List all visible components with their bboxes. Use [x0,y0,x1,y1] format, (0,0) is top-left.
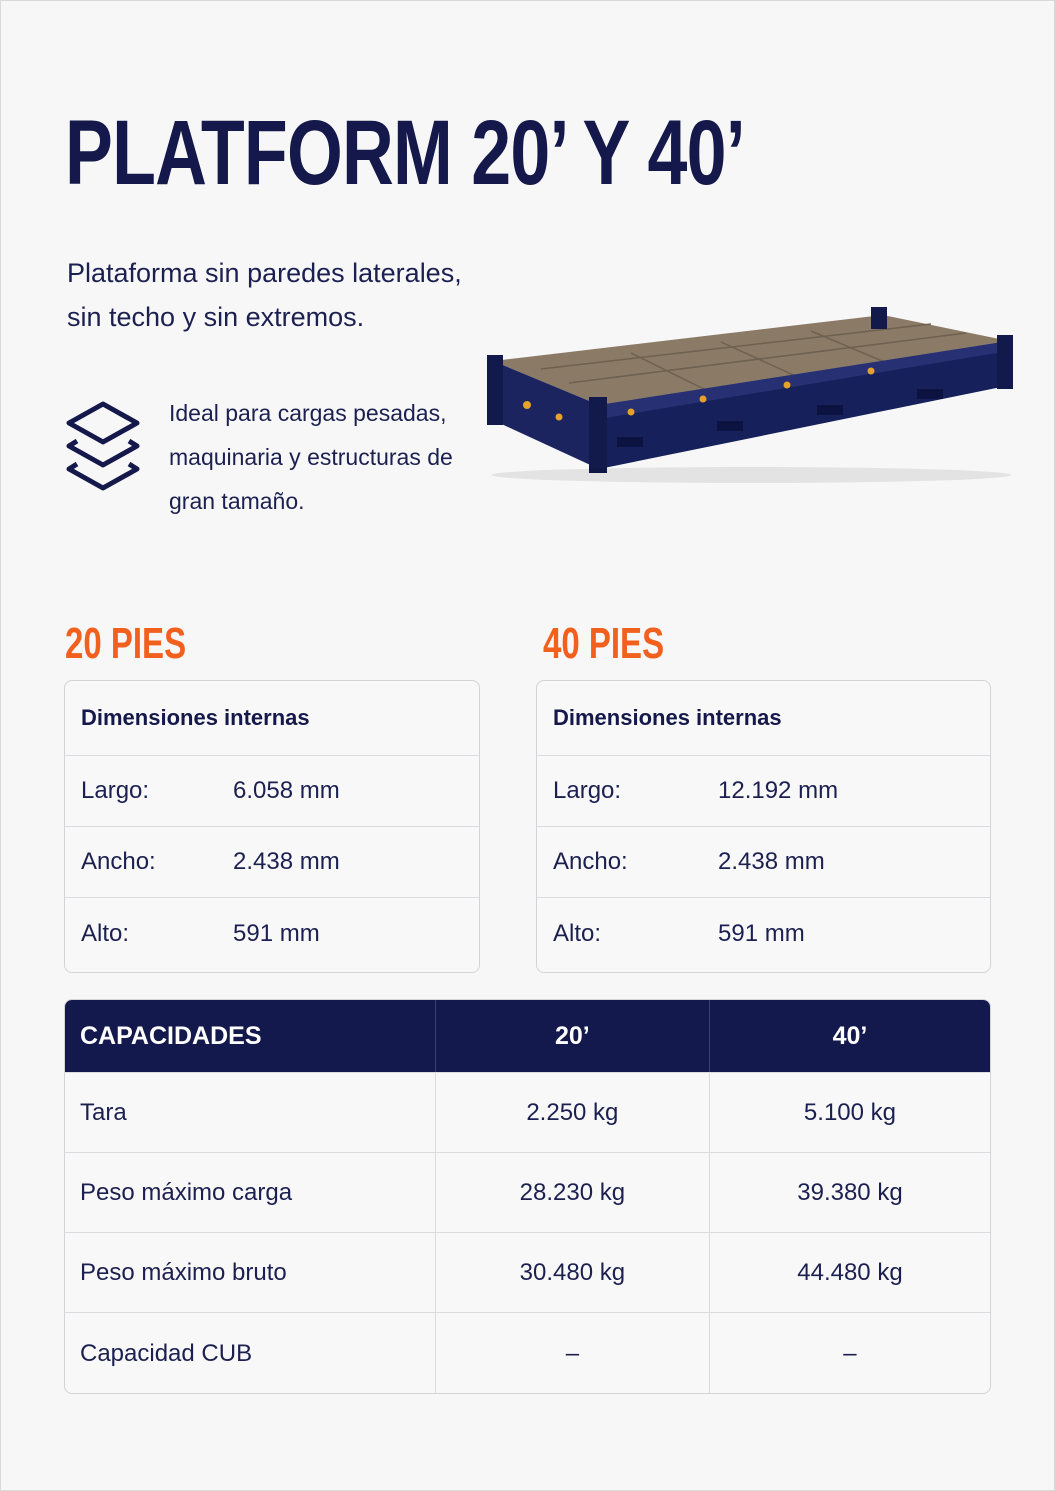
value-40: 39.380 kg [797,1178,903,1206]
layers-icon [63,399,143,503]
value-20: – [436,1313,710,1394]
page-title: PLATFORM 20’ Y 40’ [65,102,745,204]
dim-label: Alto: [553,919,602,947]
size20-dimensions-card [64,680,480,973]
dim-value: 591 mm [233,919,320,947]
table-row [65,1152,990,1232]
dim-value: 12.192 mm [718,777,839,804]
capacities-header-label: CAPACIDADES [65,1000,436,1072]
size40-dimensions-card [536,680,991,973]
value-20: 30.480 kg [436,1233,710,1312]
feature-text: Ideal para cargas pesadas, maquinaria y estructuras de gran tamaño. [169,400,453,514]
dim-label: Alto: [81,919,130,947]
size40-row-largo [537,756,990,827]
flatrack-container-image [481,297,1021,487]
table-row [65,1232,990,1312]
size40-row-ancho [537,827,990,898]
size40-dimensions-header: Dimensiones internas [537,681,990,756]
capacities-table [64,999,991,1394]
value-40: – [843,1340,857,1367]
dim-value: 2.438 mm [233,848,340,875]
size20-row-largo [65,756,479,827]
value-40: 44.480 kg [797,1258,903,1286]
capacities-header-20: 20’ [436,1000,710,1072]
dim-label: Largo: [553,777,622,804]
row-label: Peso máximo bruto [65,1233,436,1312]
dim-label: Ancho: [81,848,156,875]
dim-label: Ancho: [553,848,628,875]
size20-dimensions-header: Dimensiones internas [65,681,479,756]
size40-title: 40 PIES [543,619,665,668]
value-40: 5.100 kg [803,1098,896,1126]
dim-value: 2.438 mm [718,848,825,875]
dim-value: 6.058 mm [233,777,340,804]
value-20: 2.250 kg [436,1073,710,1152]
capacities-header-row [65,1000,990,1072]
row-label: Tara [65,1073,436,1152]
size20-row-ancho [65,827,479,898]
dim-value: 591 mm [718,919,805,947]
table-row [65,1312,990,1394]
subtitle: Plataforma sin paredes laterales, sin techo y sin extremos. [67,258,462,332]
capacities-header-40: 40’ [832,1021,868,1050]
size20-title: 20 PIES [65,619,187,668]
table-row [65,1072,990,1152]
dim-label: Largo: [81,777,150,804]
size40-row-alto [537,898,990,969]
size20-row-alto [65,898,479,969]
row-label: Capacidad CUB [65,1313,436,1394]
value-20: 28.230 kg [436,1153,710,1232]
row-label: Peso máximo carga [65,1153,436,1232]
